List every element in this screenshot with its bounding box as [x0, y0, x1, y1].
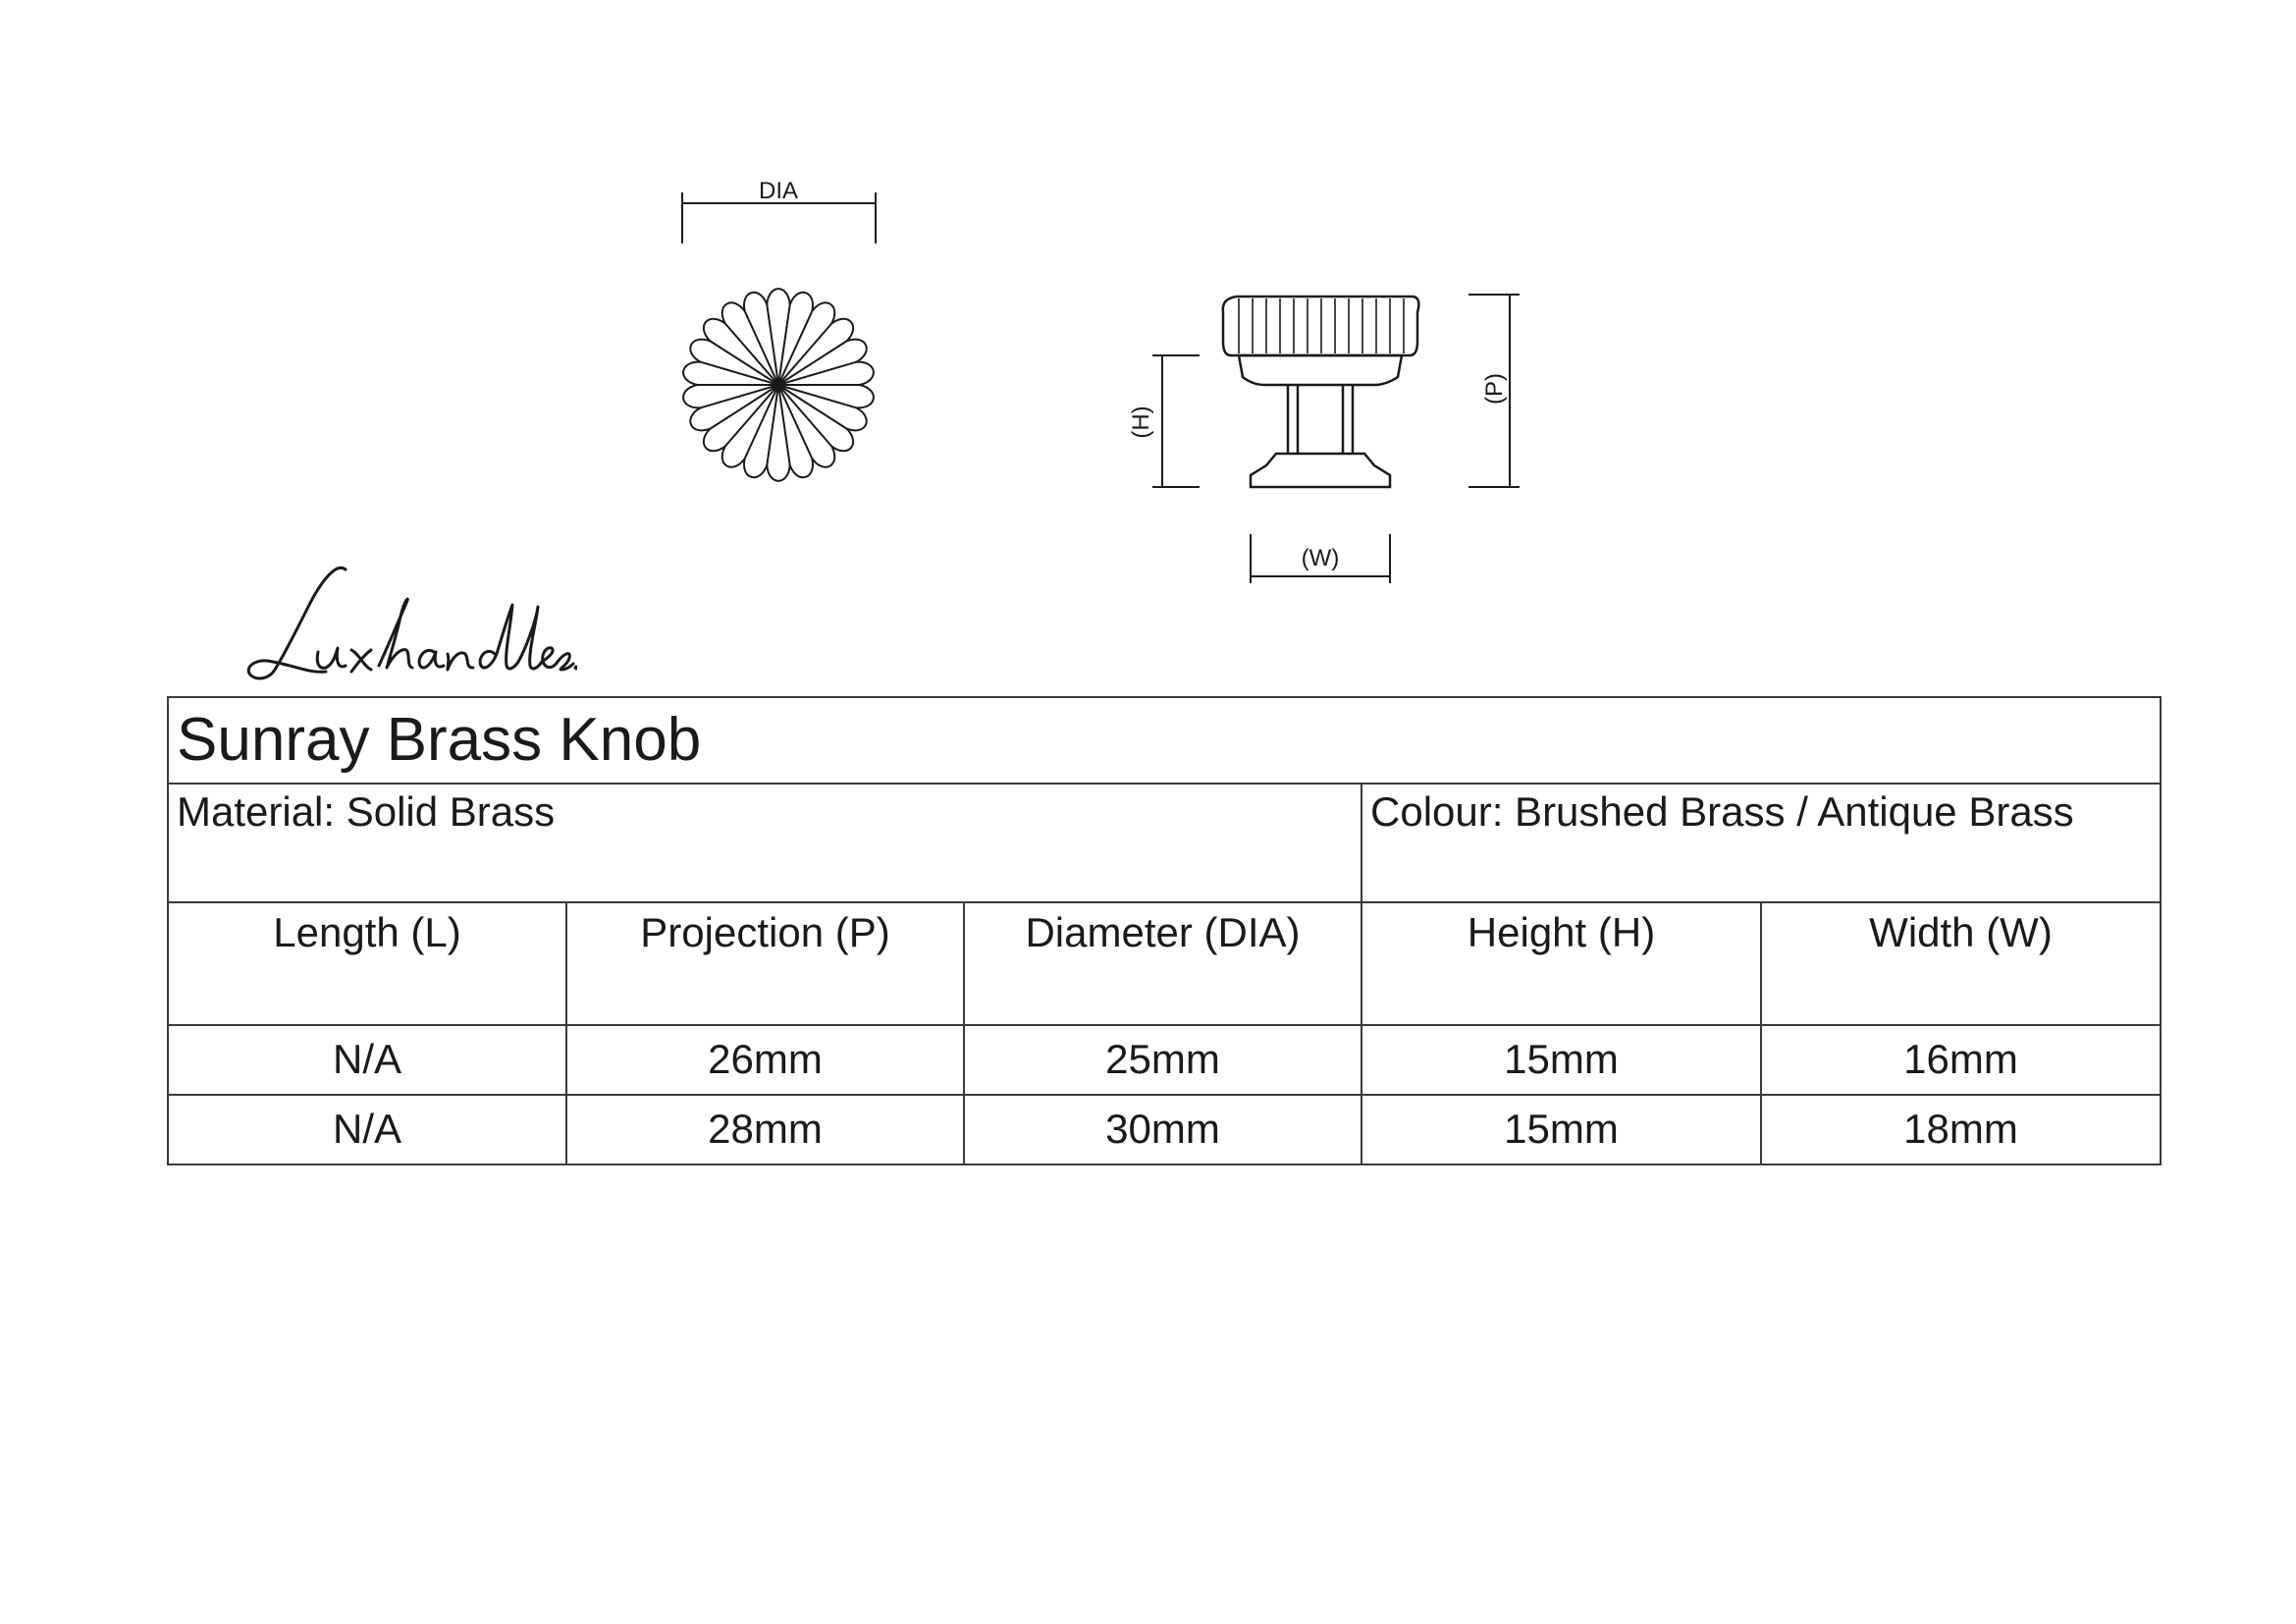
- table-cell: 15mm: [1362, 1095, 1761, 1164]
- rosette-ray: [701, 362, 778, 385]
- dia-label: DIA: [758, 178, 799, 204]
- material-info: Material: Solid Brass: [168, 784, 1362, 902]
- column-header-diameter: Diameter (DIA): [964, 902, 1362, 1025]
- rosette-ray: [778, 362, 856, 385]
- knob-side-flutes: [1239, 298, 1404, 353]
- table-cell: 26mm: [566, 1025, 964, 1095]
- product-title: Sunray Brass Knob: [168, 697, 2161, 784]
- table-cell: 18mm: [1761, 1095, 2161, 1164]
- table-row: [168, 1025, 2161, 1095]
- column-header-length: Length (L): [168, 902, 566, 1025]
- colour-info: Colour: Brushed Brass / Antique Brass: [1362, 784, 2161, 902]
- column-header-width: Width (W): [1761, 902, 2161, 1025]
- column-header-projection: Projection (P): [566, 902, 964, 1025]
- column-header-height: Height (H): [1362, 902, 1761, 1025]
- table-cell: N/A: [168, 1095, 566, 1164]
- table-cell: 30mm: [964, 1095, 1362, 1164]
- height-dimension: [1152, 355, 1200, 487]
- title-row: [168, 697, 2161, 784]
- width-label: (W): [1301, 545, 1340, 571]
- info-row: [168, 784, 2161, 902]
- table-cell: 28mm: [566, 1095, 964, 1164]
- header-row: [168, 902, 2161, 1025]
- height-label: (H): [1128, 406, 1154, 439]
- knob-top-view: [683, 289, 874, 481]
- table-cell: 15mm: [1362, 1025, 1761, 1095]
- rosette-ray: [778, 385, 856, 407]
- spec-table: [167, 696, 2162, 1165]
- table-cell: N/A: [168, 1025, 566, 1095]
- table-row: [168, 1095, 2161, 1164]
- projection-label: (P): [1481, 373, 1508, 405]
- brand-signature-logo: [224, 560, 577, 687]
- table-cell: 16mm: [1761, 1025, 2161, 1095]
- rosette-ray: [701, 385, 778, 407]
- logo-dot: [574, 666, 578, 671]
- table-cell: 25mm: [964, 1025, 1362, 1095]
